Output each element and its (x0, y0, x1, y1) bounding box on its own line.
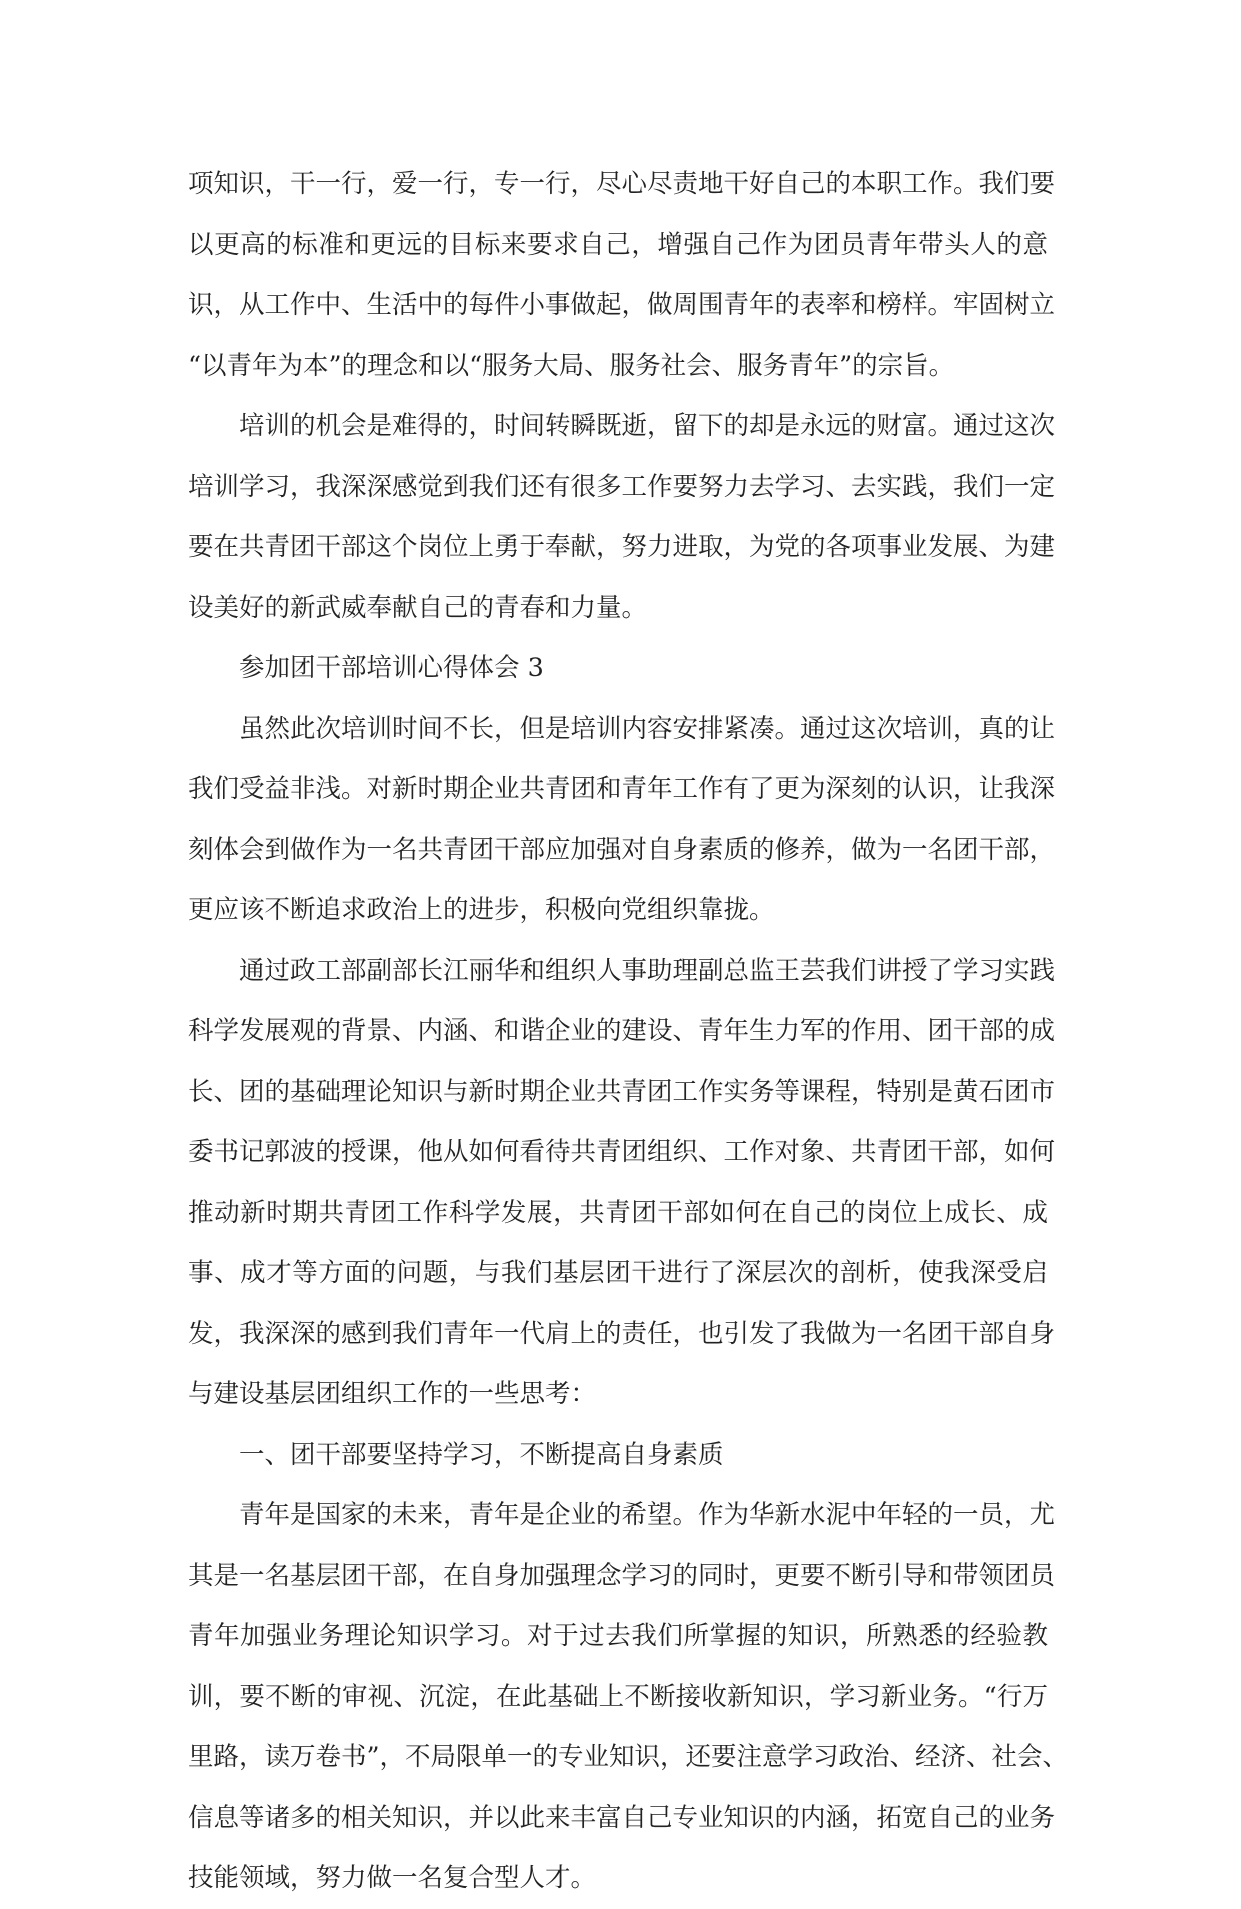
paragraph-line: 青年是国家的未来，青年是企业的希望。作为华新水泥中年轻的一员，尤 (239, 1500, 1056, 1530)
section-heading (188, 1425, 1048, 1486)
paragraph-line: 培训学习，我深深感觉到我们还有很多工作要努力去学习、去实践，我们一定 (188, 471, 1056, 502)
paragraph-line: 科学发展观的背景、内涵、和谐企业的建设、青年生力军的作用、团干部的成 (188, 1016, 1056, 1046)
body-paragraph (188, 941, 1056, 1425)
body-paragraph (188, 154, 1056, 396)
paragraph-line: 虽然此次培训时间不长，但是培训内容安排紧凑。通过这次培训，真的让 (239, 713, 1056, 744)
paragraph-line: 发，我深深的感到我们青年一代肩上的责任，也引发了我做为一名团干部自身 (188, 1318, 1056, 1349)
paragraph-line: 刻体会到做作为一名共青团干部应加强对自身素质的修养，做为一名团干部， (188, 834, 1056, 865)
paragraph-line: 信息等诸多的相关知识，并以此来丰富自己专业知识的内涵，拓宽自己的业务 (188, 1802, 1056, 1833)
paragraph-line: 委书记郭波的授课，他从如何看待共青团组织、工作对象、共青团干部，如何 (188, 1137, 1056, 1167)
body-paragraph (188, 1485, 1069, 1909)
paragraph-line: “以青年为本”的理念和以“服务大局、服务社会、服务青年”的宗旨。 (188, 350, 955, 381)
paragraph-line: 更应该不断追求政治上的进步，积极向党组织靠拢。 (188, 895, 775, 925)
paragraph-line: 事、成才等方面的问题，与我们基层团干进行了深层次的剖析，使我深受启 (188, 1258, 1048, 1288)
paragraph-line: 里路，读万卷书”，不局限单一的专业知识，还要注意学习政治、经济、社会、 (188, 1742, 1069, 1772)
paragraph-line: 长、团的基础理论知识与新时期企业共青团工作实务等课程，特别是黄石团市 (188, 1076, 1056, 1107)
paragraph-line: 要在共青团干部这个岗位上勇于奉献，努力进取，为党的各项事业发展、为建 (188, 532, 1056, 562)
document-body (188, 154, 1069, 1909)
paragraph-line: 通过政工部副部长江丽华和组织人事助理副总监王芸我们讲授了学习实践 (239, 955, 1056, 986)
paragraph-line: 培训的机会是难得的，时间转瞬既逝，留下的却是永远的财富。通过这次 (239, 411, 1056, 441)
paragraph-line: 与建设基层团组织工作的一些思考： (188, 1379, 597, 1409)
paragraph-line: 识，从工作中、生活中的每件小事做起，做周围青年的表率和榜样。牢固树立 (188, 290, 1056, 320)
heading-text: 一、团干部要坚持学习，不断提高自身素质 (239, 1439, 724, 1470)
heading-text: 参加团干部培训心得体会 3 (239, 653, 544, 683)
paragraph-line: 其是一名基层团干部，在自身加强理念学习的同时，更要不断引导和带领团员 (188, 1560, 1056, 1591)
paragraph-line: 技能领域，努力做一名复合型人才。 (188, 1863, 597, 1893)
section-heading (188, 638, 1048, 699)
paragraph-line: 设美好的新武威奉献自己的青春和力量。 (188, 592, 648, 623)
paragraph-line: 我们受益非浅。对新时期企业共青团和青年工作有了更为深刻的认识，让我深 (188, 774, 1056, 804)
body-paragraph (188, 396, 1056, 638)
paragraph-line: 青年加强业务理论知识学习。对于过去我们所掌握的知识，所熟悉的经验教 (188, 1621, 1048, 1651)
paragraph-line: 项知识，干一行，爱一行，专一行，尽心尽责地干好自己的本职工作。我们要 (188, 169, 1056, 199)
body-paragraph (188, 699, 1056, 941)
paragraph-line: 训，要不断的审视、沉淀，在此基础上不断接收新知识，学习新业务。“行万 (188, 1681, 1048, 1712)
paragraph-line: 以更高的标准和更远的目标来要求自己，增强自己作为团员青年带头人的意 (188, 229, 1048, 260)
paragraph-line: 推动新时期共青团工作科学发展，共青团干部如何在自己的岗位上成长、成 (188, 1197, 1048, 1228)
